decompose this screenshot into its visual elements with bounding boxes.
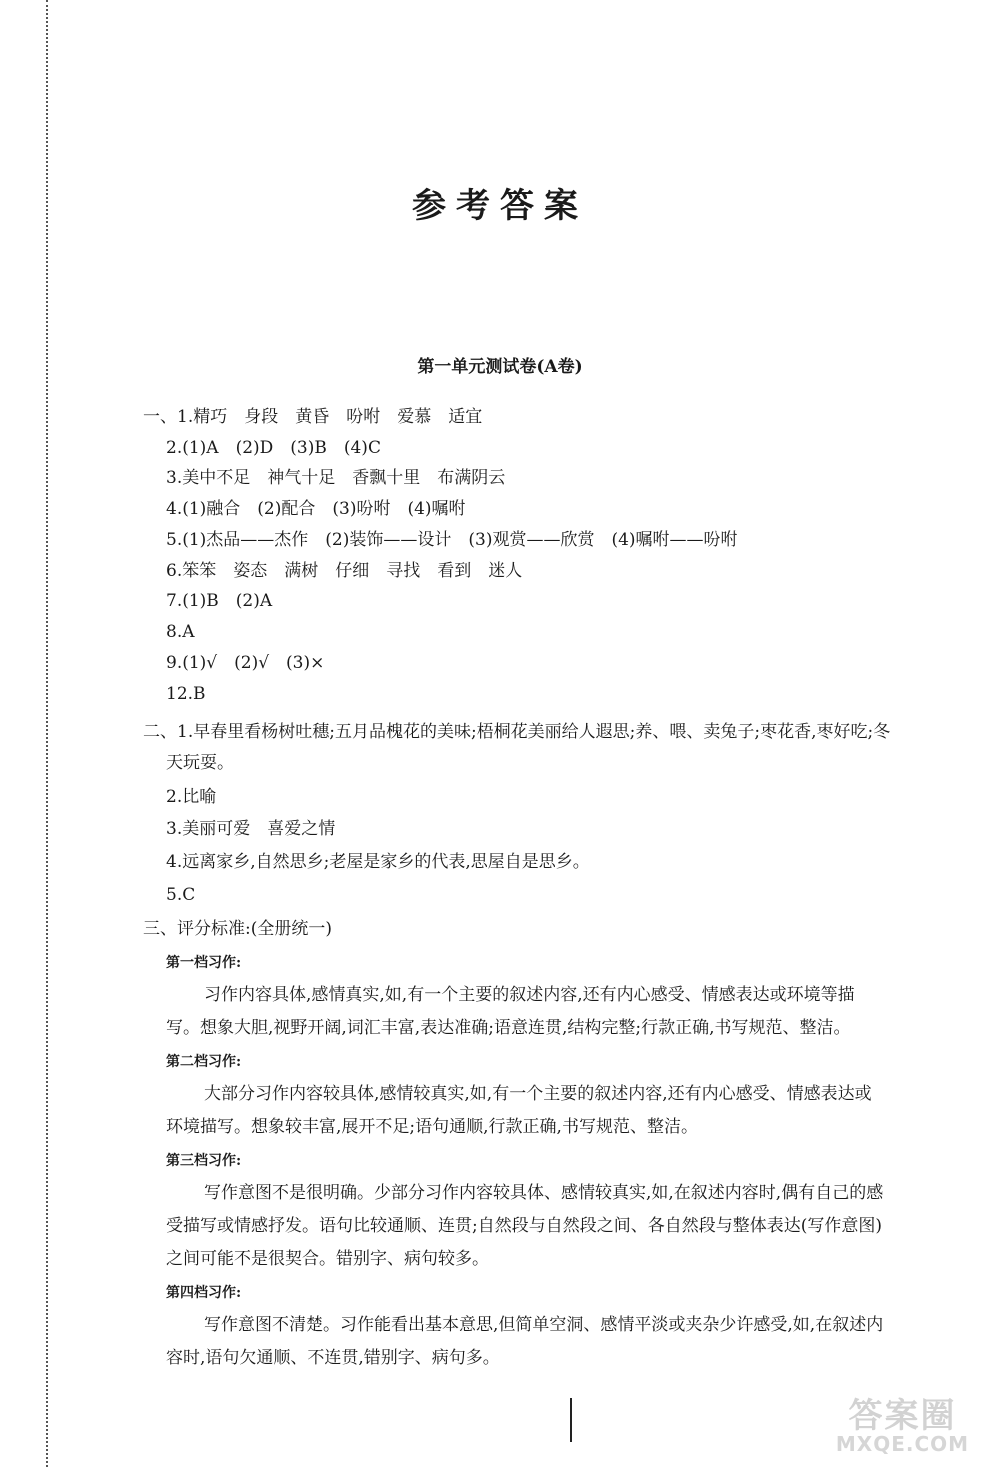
grade2-line: 环境描写。想象较丰富,展开不足;语句通顺,行款正确,书写规范、整洁。	[166, 1117, 698, 1137]
page-number-mark	[570, 1398, 572, 1442]
grade2-title: 第二档习作:	[166, 1054, 242, 1070]
answer-line: 3.美中不足 神气十足 香飘十里 布满阴云	[166, 468, 506, 488]
answer-line: 二、1.早春里看杨树吐穗;五月品槐花的美味;梧桐花美丽给人遐思;养、喂、卖兔子;枣花香,枣好吃;冬	[143, 722, 891, 742]
answer-line: 一、1.精巧 身段 黄昏 吩咐 爱慕 适宜	[143, 407, 483, 427]
grade3-line: 受描写或情感抒发。语句比较通顺、连贯;自然段与自然段之间、各自然段与整体表达(写作意图)	[166, 1216, 882, 1236]
page-title: 参考答案	[412, 186, 588, 226]
answer-line: 3.美丽可爱 喜爱之情	[166, 819, 336, 839]
answer-line: 2.比喻	[166, 787, 217, 807]
answer-line: 4.(1)融合 (2)配合 (3)吩咐 (4)嘱咐	[166, 499, 466, 519]
answer-line: 8.A	[166, 622, 195, 642]
answer-line: 7.(1)B (2)A	[166, 591, 273, 611]
answer-line: 5.(1)杰品——杰作 (2)装饰——设计 (3)观赏——欣赏 (4)嘱咐——吩咐	[166, 530, 738, 550]
answer-line: 2.(1)A (2)D (3)B (4)C	[166, 438, 381, 458]
grade3-line: 写作意图不是很明确。少部分习作内容较具体、感情较真实,如,在叙述内容时,偶有自己的感	[204, 1183, 884, 1203]
watermark-url: MXQE.COM	[835, 1432, 970, 1456]
answer-line: 12.B	[166, 684, 206, 704]
answer-line: 天玩耍。	[166, 753, 234, 773]
section-title: 第一单元测试卷(A卷)	[417, 357, 583, 377]
grade1-title: 第一档习作:	[166, 955, 242, 971]
grade4-line: 写作意图不清楚。习作能看出基本意思,但简单空洞、感情平淡或夹杂少许感受,如,在叙述内	[204, 1315, 884, 1335]
grade3-line: 之间可能不是很契合。错别字、病句较多。	[166, 1249, 489, 1269]
grade2-line: 大部分习作内容较具体,感情较真实,如,有一个主要的叙述内容,还有内心感受、情感表达或	[204, 1084, 872, 1104]
part3-heading: 三、评分标准:(全册统一)	[143, 919, 332, 939]
grade3-title: 第三档习作:	[166, 1153, 242, 1169]
watermark-logo	[820, 1388, 985, 1458]
answer-line: 9.(1)√ (2)√ (3)×	[166, 653, 325, 673]
grade1-line: 习作内容具体,感情真实,如,有一个主要的叙述内容,还有内心感受、情感表达或环境等描	[204, 985, 855, 1005]
watermark-text: 答案圈	[848, 1396, 957, 1436]
answer-line: 4.远离家乡,自然思乡;老屋是家乡的代表,思屋自是思乡。	[166, 852, 590, 872]
grade4-title: 第四档习作:	[166, 1285, 242, 1301]
grade1-line: 写。想象大胆,视野开阔,词汇丰富,表达准确;语意连贯,结构完整;行款正确,书写规范、整洁。	[166, 1018, 851, 1038]
grade4-line: 容时,语句欠通顺、不连贯,错别字、病句多。	[166, 1348, 500, 1368]
answer-line: 5.C	[166, 885, 196, 905]
answer-line: 6.笨笨 姿态 满树 仔细 寻找 看到 迷人	[166, 561, 523, 581]
